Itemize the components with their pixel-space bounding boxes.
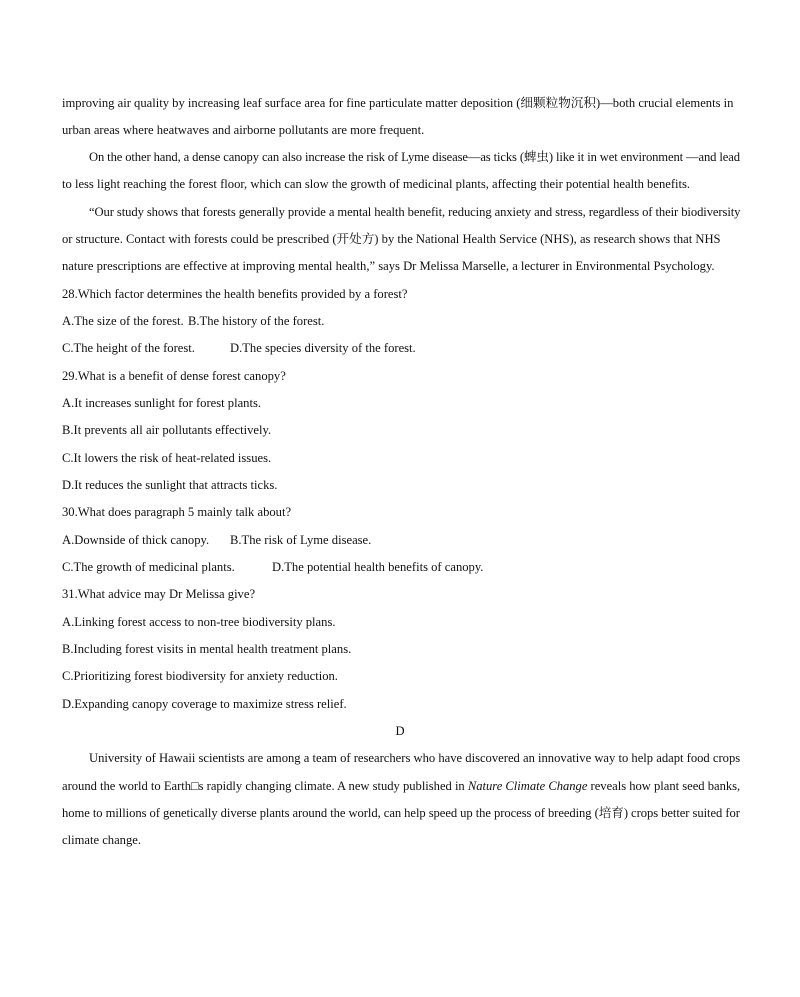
question-28-option-b: B.The history of the forest. (188, 314, 325, 328)
question-29-option-b: B.It prevents all air pollutants effectively. (62, 423, 272, 437)
passage-c-line: urban areas where heatwaves and airborne pollutants are more frequent. (62, 123, 425, 137)
question-28-option-c: C.The height of the forest. (62, 341, 195, 355)
passage-d-text: around the world to Earth□s rapidly changing climate. A new study published in (62, 779, 468, 793)
section-heading-d: D (395, 724, 405, 738)
question-28-option-a: A.The size of the forest. (62, 314, 184, 328)
question-29-option-c: C.It lowers the risk of heat-related issues. (62, 451, 272, 465)
question-31-option-c: C.Prioritizing forest biodiversity for anxiety reduction. (62, 669, 338, 683)
passage-c-line: to less light reaching the forest floor, which can slow the growth of medicinal plants, affecting their potential health benefits. (62, 177, 691, 191)
passage-d-text: reveals how plant seed banks, (587, 779, 741, 793)
question-29-option-d: D.It reduces the sunlight that attracts ticks. (62, 478, 278, 492)
question-31-stem: 31.What advice may Dr Melissa give? (62, 587, 256, 601)
passage-d-line: home to millions of genetically diverse plants around the world, can help speed up the process of breeding (培育) crops better suited for (62, 806, 740, 820)
journal-title: Nature Climate Change (467, 779, 588, 793)
passage-d-line: climate change. (62, 833, 142, 847)
question-31-option-d: D.Expanding canopy coverage to maximize stress relief. (62, 697, 347, 711)
passage-d-line: University of Hawaii scientists are among a team of researchers who have discovered an innovative way to help adapt food crops (89, 751, 741, 765)
question-30-option-b: B.The risk of Lyme disease. (230, 533, 372, 547)
question-28-option-d: D.The species diversity of the forest. (230, 341, 416, 355)
question-30-option-a: A.Downside of thick canopy. (62, 533, 210, 547)
question-29-stem: 29.What is a benefit of dense forest canopy? (62, 369, 286, 383)
passage-c-line: or structure. Contact with forests could be prescribed (开处方) by the National Health Service (NHS), as research shows that NHS (62, 232, 721, 246)
passage-d-line (62, 778, 740, 794)
question-28-stem: 28.Which factor determines the health benefits provided by a forest? (62, 287, 408, 301)
question-30-option-d: D.The potential health benefits of canopy. (272, 560, 484, 574)
passage-c-line: improving air quality by increasing leaf surface area for fine particulate matter deposition (细颗粒物沉积)—both crucial elements in (62, 96, 734, 110)
question-31-option-b: B.Including forest visits in mental health treatment plans. (62, 642, 352, 656)
question-29-option-a: A.It increases sunlight for forest plants. (62, 396, 262, 410)
passage-c-line: On the other hand, a dense canopy can also increase the risk of Lyme disease—as ticks (蜱虫) like it in wet environment —and lead (89, 150, 740, 164)
question-30-stem: 30.What does paragraph 5 mainly talk about? (62, 505, 292, 519)
question-31-option-a: A.Linking forest access to non-tree biodiversity plans. (62, 615, 336, 629)
question-30-option-c: C.The growth of medicinal plants. (62, 560, 235, 574)
passage-c-line: nature prescriptions are effective at improving mental health,” says Dr Melissa Marselle, a lecturer in Environmental Psychology. (62, 259, 715, 273)
passage-c-line: “Our study shows that forests generally provide a mental health benefit, reducing anxiety and stress, regardless of their biodiversity (89, 205, 741, 219)
